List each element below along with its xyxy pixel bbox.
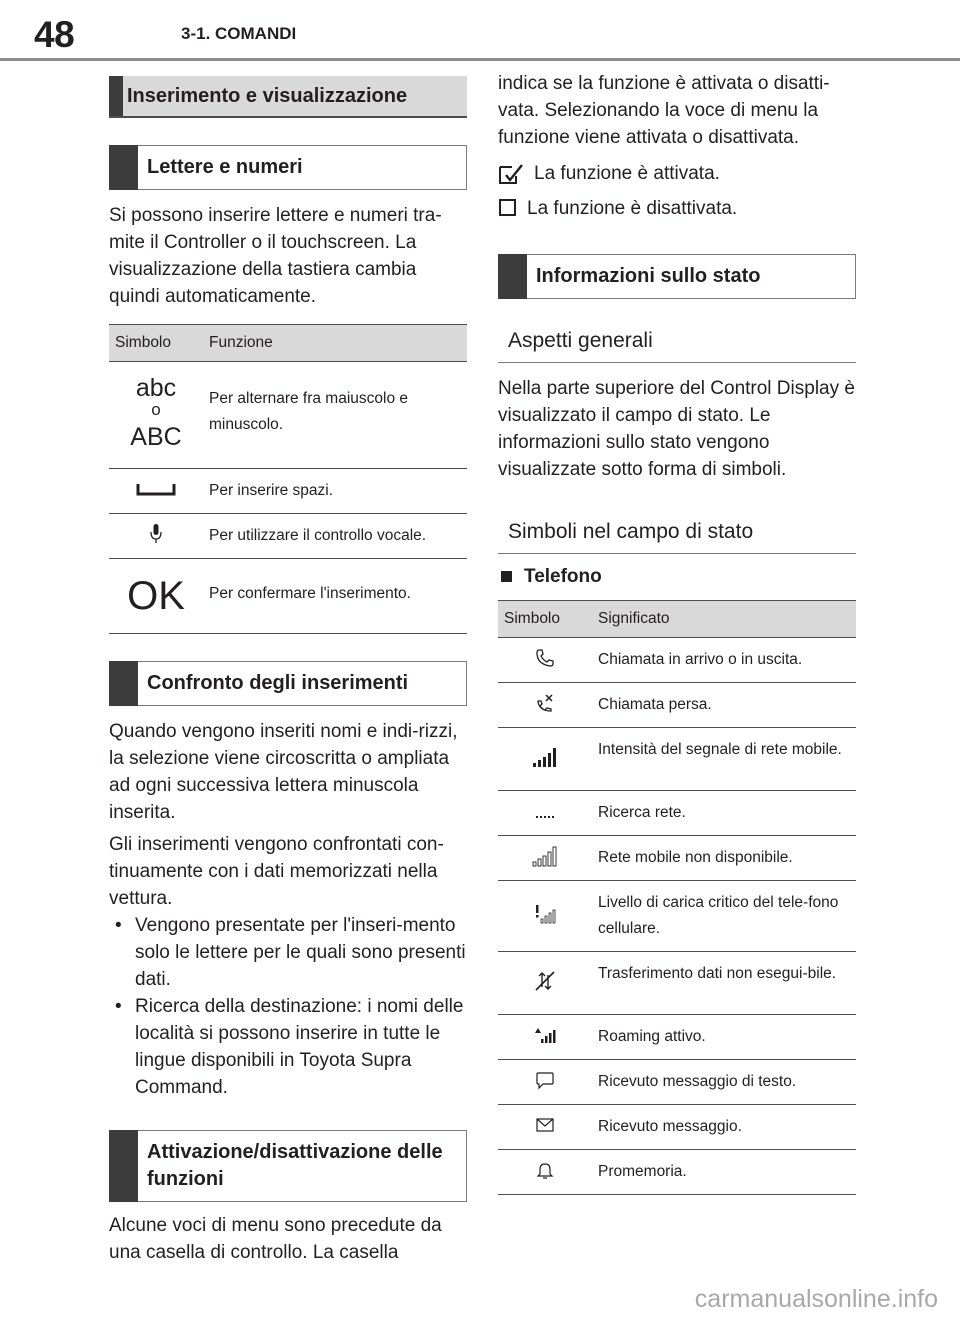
heading-status <box>498 254 856 299</box>
lowercase-label: abc <box>135 374 177 402</box>
heading-status-symbols: Simboli nel campo di stato <box>498 520 856 554</box>
paragraph-general: Nella parte superiore del Control Display è visualizzato il campo di stato. Le informazioni sullo stato vengono visualizzate sotto forma di simboli. <box>498 378 855 480</box>
unchecked-label: La funzione è disattivata. <box>527 198 738 219</box>
table-row <box>109 514 467 559</box>
table-row <box>498 1105 856 1150</box>
paragraph-compare: Quando vengono inseriti nomi e indi-rizzi, la selezione viene circoscritta o ampliata ad ogni successiva lettera minuscola inserita. <box>109 721 458 823</box>
column-header-function: Funzione <box>203 325 467 362</box>
table-cell: Rete mobile non disponibile. <box>592 836 856 881</box>
missed-call-icon <box>498 683 592 728</box>
table-cell: Livello di carica critico del tele-fono cellulare. <box>592 881 856 952</box>
column-header-symbol: Simbolo <box>498 601 592 638</box>
list-item: • Ricerca della destinazione: i nomi delle località si possono inserire in tutte le lingue disponibili in Toyota Supra Command. <box>109 993 467 1101</box>
uppercase-label: ABC <box>130 423 182 451</box>
right-column <box>498 70 856 1195</box>
column-header-meaning: Significato <box>592 601 856 638</box>
section-title: 3-1. COMANDI <box>181 24 297 43</box>
table-row <box>109 559 467 634</box>
paragraph-letters: Si possono inserire lettere e numeri tra-mite il Controller o il touchscreen. La visualizzazione della tastiera cambia quindi automaticamente. <box>109 205 442 307</box>
table-row <box>498 683 856 728</box>
paragraph-activation: Alcune voci di menu sono precedute da una casella di controllo. La casella <box>109 1215 442 1263</box>
table-cell: Ricevuto messaggio di testo. <box>592 1060 856 1105</box>
roaming-icon <box>498 1015 592 1060</box>
unchecked-checkbox-icon <box>498 197 518 219</box>
paragraph-checkbox: indica se la funzione è attivata o disatti-vata. Selezionando la voce di menu la funzione viene attivata o disattivata. <box>498 73 830 148</box>
table-cell: Intensità del segnale di rete mobile. <box>592 728 856 791</box>
table-row <box>498 881 856 952</box>
network-search-icon <box>498 791 592 836</box>
paragraph-compare-data: Gli inserimenti vengono confrontati con-tinuamente con i dati memorizzati nella vettura. <box>109 834 444 909</box>
signal-strength-icon <box>498 728 592 791</box>
heading-status-text: Informazioni sullo stato <box>536 265 761 287</box>
table-row <box>498 1060 856 1105</box>
message-icon <box>498 1105 592 1150</box>
checked-checkbox-icon <box>498 162 524 186</box>
heading-compare <box>109 661 467 706</box>
page-number: 48 <box>34 14 75 55</box>
checked-label: La funzione è attivata. <box>534 163 720 184</box>
heading-activation-text: Attivazione/disattivazione delle funzioni <box>147 1141 443 1190</box>
phone-call-icon <box>498 638 592 683</box>
header-divider <box>0 58 960 61</box>
table-cell: Roaming attivo. <box>592 1015 856 1060</box>
heading-bar <box>498 254 527 299</box>
no-network-icon <box>498 836 592 881</box>
table-row <box>498 638 856 683</box>
heading-activation <box>109 1130 467 1202</box>
heading-main <box>109 76 467 118</box>
text-message-icon <box>498 1060 592 1105</box>
table-row <box>498 836 856 881</box>
or-label: o <box>151 400 161 419</box>
table-cell: Ricevuto messaggio. <box>592 1105 856 1150</box>
ok-symbol: OK <box>109 559 203 634</box>
table-cell: Per inserire spazi. <box>203 469 467 514</box>
table-cell: Promemoria. <box>592 1150 856 1195</box>
case-toggle-symbol <box>109 362 203 469</box>
checked-row <box>498 159 856 189</box>
unchecked-row <box>498 194 856 224</box>
subheading-phone: Telefono <box>498 566 856 588</box>
reminder-icon <box>498 1150 592 1195</box>
table-cell: Trasferimento dati non esegui-bile. <box>592 952 856 1015</box>
watermark: carmanualsonline.info <box>694 1285 938 1313</box>
table-row <box>498 1015 856 1060</box>
table-row <box>498 791 856 836</box>
table-row <box>109 469 467 514</box>
table-row <box>498 952 856 1015</box>
table-cell: Ricerca rete. <box>592 791 856 836</box>
table-row <box>109 362 467 469</box>
table-cell: Per confermare l'inserimento. <box>203 559 467 634</box>
no-data-icon <box>498 952 592 1015</box>
heading-bar <box>109 1130 138 1202</box>
table-cell: Per alternare fra maiuscolo e minuscolo. <box>203 362 467 469</box>
heading-compare-text: Confronto degli inserimenti <box>147 672 409 694</box>
input-symbols-table <box>109 324 467 634</box>
table-row <box>498 1150 856 1195</box>
heading-bar <box>109 145 138 190</box>
status-symbols-table <box>498 600 856 1195</box>
heading-main-text: Inserimento e visualizzazione <box>127 85 408 107</box>
table-row <box>498 728 856 791</box>
heading-letters-text: Lettere e numeri <box>147 156 303 178</box>
microphone-icon <box>109 514 203 559</box>
table-header-row <box>498 601 856 638</box>
heading-letters <box>109 145 467 190</box>
heading-bar <box>109 661 138 706</box>
column-header-symbol: Simbolo <box>109 325 203 362</box>
heading-general: Aspetti generali <box>498 329 856 363</box>
bullet-list <box>109 912 467 1101</box>
table-cell: Chiamata in arrivo o in uscita. <box>592 638 856 683</box>
space-icon <box>109 469 203 514</box>
table-header-row <box>109 325 467 362</box>
low-battery-icon <box>498 881 592 952</box>
table-cell: Per utilizzare il controllo vocale. <box>203 514 467 559</box>
list-item: • Vengono presentate per l'inseri-mento solo le lettere per le quali sono presenti dati. <box>109 912 467 993</box>
heading-bar <box>109 76 123 116</box>
table-cell: Chiamata persa. <box>592 683 856 728</box>
left-column <box>109 76 467 1266</box>
